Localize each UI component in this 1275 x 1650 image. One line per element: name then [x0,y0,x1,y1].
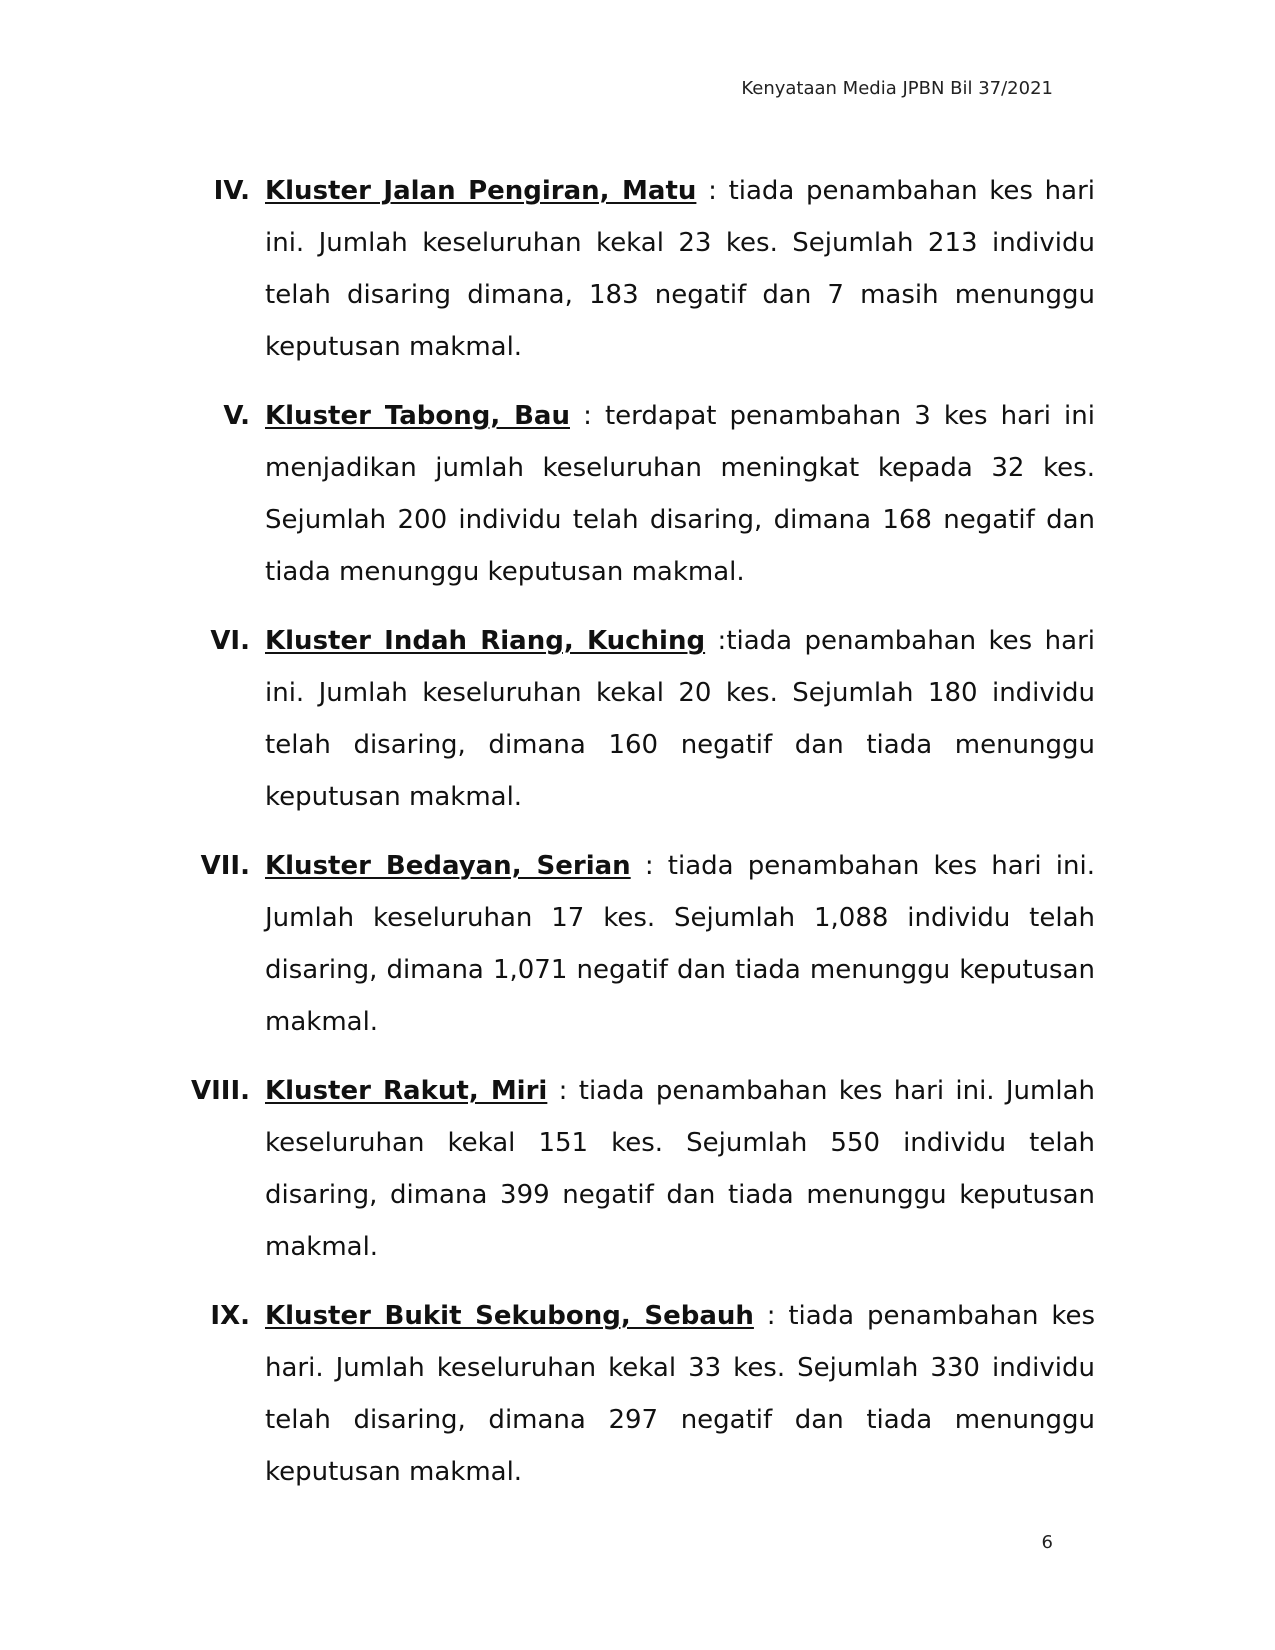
cluster-title: Kluster Indah Riang, Kuching [265,626,706,656]
item-numeral: VI. [210,626,250,656]
item-separator: : [753,1301,789,1331]
item-body: tiada penambahan kes hari ini. Jumlah keseluruhan kekal 20 kes. Sejumlah 180 individu telah disaring, dimana 160 negatif dan tiada menunggu keputusan makmal. [265,626,1095,812]
item-numeral: VIII. [190,1076,250,1106]
item-separator: : [630,851,668,881]
item-body: tiada penambahan kes hari ini. Jumlah keseluruhan 17 kes. Sejumlah 1,088 individu telah disaring, dimana 1,071 negatif dan tiada menunggu keputusan makmal. [265,851,1095,1037]
item-numeral: V. [223,401,250,431]
cluster-title: Kluster Jalan Pengiran, Matu [265,176,697,206]
item-separator: : [705,626,727,656]
item-separator: : [696,176,729,206]
item-text [265,390,1095,598]
item-body: tiada penambahan kes hari ini. Jumlah keseluruhan kekal 23 kes. Sejumlah 213 individu telah disaring dimana, 183 negatif dan 7 masih menunggu keputusan makmal. [265,176,1095,362]
item-separator: : [569,401,605,431]
item-body: tiada penambahan kes hari. Jumlah keseluruhan kekal 33 kes. Sejumlah 330 individu telah disaring, dimana 297 negatif dan tiada menunggu keputusan makmal. [265,1301,1096,1487]
item-text [265,840,1095,1048]
item-numeral: IV. [213,176,250,206]
item-body: terdapat penambahan 3 kes hari ini menjadikan jumlah keseluruhan meningkat kepada 32 kes. Sejumlah 200 individu telah disaring, dimana 168 negatif dan tiada menunggu keputusan makmal. [265,401,1095,587]
list-item [0,840,1275,1048]
cluster-list [0,165,1275,1515]
list-item [0,390,1275,598]
cluster-title: Kluster Bedayan, Serian [265,851,631,881]
item-numeral: VII. [200,851,250,881]
item-text [265,615,1095,823]
list-item [0,1065,1275,1273]
page-number: 6 [1041,1532,1053,1553]
cluster-title: Kluster Bukit Sekubong, Sebauh [265,1301,754,1331]
cluster-title: Kluster Rakut, Miri [265,1076,548,1106]
list-item [0,1290,1275,1498]
list-item [0,165,1275,373]
item-text [265,165,1095,373]
item-separator: : [547,1076,579,1106]
list-item [0,615,1275,823]
item-text [265,1065,1095,1273]
item-numeral: IX. [210,1301,250,1331]
item-body: tiada penambahan kes hari ini. Jumlah keseluruhan kekal 151 kes. Sejumlah 550 individu telah disaring, dimana 399 negatif dan tiada menunggu keputusan makmal. [265,1076,1095,1262]
item-text [265,1290,1095,1498]
document-header-reference: Kenyataan Media JPBN Bil 37/2021 [741,78,1053,99]
cluster-title: Kluster Tabong, Bau [265,401,570,431]
